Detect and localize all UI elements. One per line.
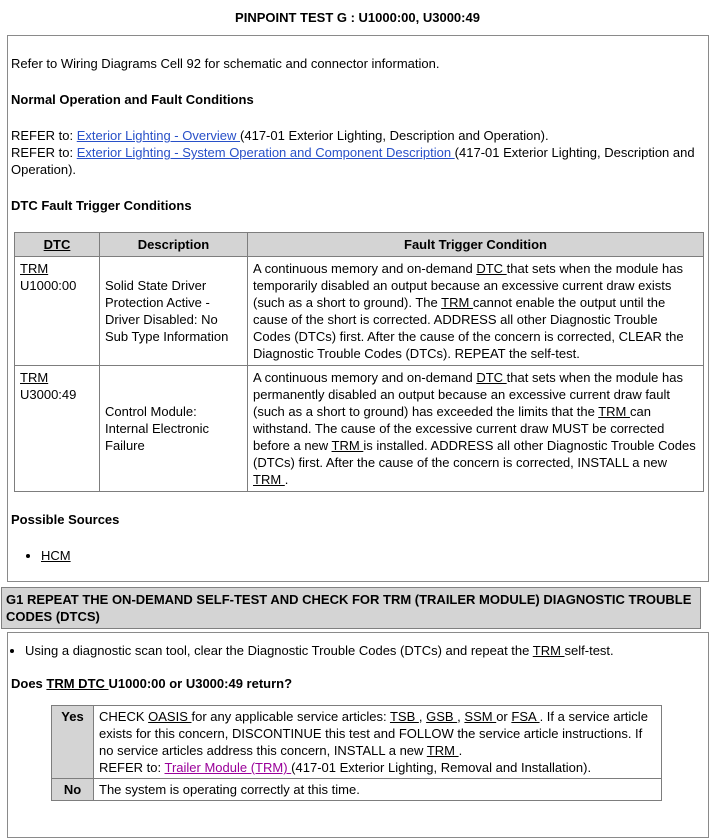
- dtc-table-header-row: [15, 233, 704, 257]
- step-section: [7, 632, 709, 838]
- step-instruction: • Using a diagnostic scan tool, clear the Diagnostic Trouble Codes (DTCs) and repeat the TRM self-test.: [25, 642, 703, 659]
- dtc-cell: [15, 366, 100, 492]
- glossary-link[interactable]: GSB: [426, 709, 458, 724]
- answer-row-yes: [52, 706, 662, 779]
- table-row: [15, 257, 704, 366]
- possible-sources-list: [11, 547, 703, 564]
- wiring-note: Refer to Wiring Diagrams Cell 92 for schematic and connector information.: [11, 56, 440, 71]
- answer-label-yes: Yes: [52, 706, 94, 779]
- source-item: [41, 547, 703, 564]
- dtc-fault-heading: DTC Fault Trigger Conditions: [11, 198, 192, 213]
- glossary-link[interactable]: DTC: [476, 261, 507, 276]
- doc-link[interactable]: Trailer Module (TRM): [164, 760, 292, 775]
- intro-section: [7, 35, 709, 582]
- glossary-link[interactable]: TRM: [20, 261, 49, 276]
- dtc-fault-table: [14, 232, 704, 492]
- answer-text-yes: CHECK OASIS for any applicable service articles: TSB , GSB , SSM or FSA . If a service article exists for this concern, DISCONTINUE this test and FOLLOW the service article instructions. If no service articles address this concern, INSTALL a new TRM . REFER to: Trailer Module (TRM) (417-01 Exterior Lighting, Removal and Installation).: [94, 706, 662, 779]
- glossary-link[interactable]: TRM: [441, 295, 473, 310]
- step-question: Does TRM DTC U1000:00 or U3000:49 return?: [11, 676, 293, 691]
- description-cell: Solid State Driver Protection Active - Driver Disabled: No Sub Type Information: [100, 257, 248, 366]
- glossary-link[interactable]: TRM: [331, 438, 364, 453]
- condition-column-header: Fault Trigger Condition: [248, 233, 704, 257]
- module-name: [20, 261, 48, 276]
- dtc-code: U3000:49: [20, 387, 77, 402]
- condition-cell: A continuous memory and on-demand DTC that sets when the module has permanently disabled an output because an excessive current draw fault (such as a short to ground) has exceeded the limits that the TRM can withstand. The cause of the excessive current draw MUST be corrected before a new TRM is installed. ADDRESS all other Diagnostic Trouble Codes (DTCs) first. After the cause of the concern is corrected, INSTALL a new TRM .: [248, 366, 704, 492]
- glossary-link[interactable]: TRM: [253, 472, 285, 487]
- dtc-code: U1000:00: [20, 278, 77, 293]
- answer-text-no: The system is operating correctly at this time.: [94, 779, 662, 801]
- glossary-link[interactable]: TRM: [532, 643, 565, 658]
- dtc-column-header: [15, 233, 100, 257]
- step-instruction-list: [11, 642, 703, 659]
- answers-table: [51, 705, 662, 801]
- doc-link[interactable]: Exterior Lighting - System Operation and Component Description: [76, 145, 455, 160]
- description-cell: Control Module: Internal Electronic Failure: [100, 366, 248, 492]
- glossary-link[interactable]: FSA: [511, 709, 540, 724]
- answer-row-no: [52, 779, 662, 801]
- glossary-link[interactable]: DTC: [43, 237, 71, 252]
- glossary-link[interactable]: TSB: [389, 709, 419, 724]
- glossary-link[interactable]: TRM DTC: [46, 676, 109, 691]
- table-row: [15, 366, 704, 492]
- normal-operation-heading: Normal Operation and Fault Conditions: [11, 92, 254, 107]
- glossary-link[interactable]: TRM: [20, 370, 49, 385]
- glossary-link[interactable]: TRM: [426, 743, 459, 758]
- page-title: PINPOINT TEST G : U1000:00, U3000:49: [235, 10, 480, 25]
- condition-cell: A continuous memory and on-demand DTC that sets when the module has temporarily disabled an output because an excessive current draw exists (such as a short to ground). The TRM cannot enable the output until the cause of the short is corrected. ADDRESS all other Diagnostic Trouble Codes (DTCs) first. After the cause of the concern is corrected, CLEAR the Diagnostic Trouble Codes (DTCs). REPEAT the self-test.: [248, 257, 704, 366]
- refer-line-overview: REFER to: Exterior Lighting - Overview (417-01 Exterior Lighting, Description and Operation).: [11, 128, 549, 143]
- refer-line-system-operation: REFER to: Exterior Lighting - System Operation and Component Description (417-01 Exterior Lighting, Description and Operation).: [11, 145, 695, 177]
- description-column-header: Description: [100, 233, 248, 257]
- glossary-link[interactable]: HCM: [41, 548, 71, 563]
- possible-sources-heading: Possible Sources: [11, 512, 120, 527]
- doc-link[interactable]: Exterior Lighting - Overview: [76, 128, 241, 143]
- step-header: G1 REPEAT THE ON-DEMAND SELF-TEST AND CHECK FOR TRM (TRAILER MODULE) DIAGNOSTIC TROUBLE CODES (DTCS): [1, 587, 701, 629]
- answer-label-no: No: [52, 779, 94, 801]
- dtc-cell: [15, 257, 100, 366]
- glossary-link[interactable]: TRM: [598, 404, 630, 419]
- refer-block: [11, 127, 703, 178]
- module-name: [20, 370, 48, 385]
- glossary-link[interactable]: OASIS: [148, 709, 192, 724]
- glossary-link[interactable]: SSM: [464, 709, 497, 724]
- glossary-link[interactable]: DTC: [476, 370, 507, 385]
